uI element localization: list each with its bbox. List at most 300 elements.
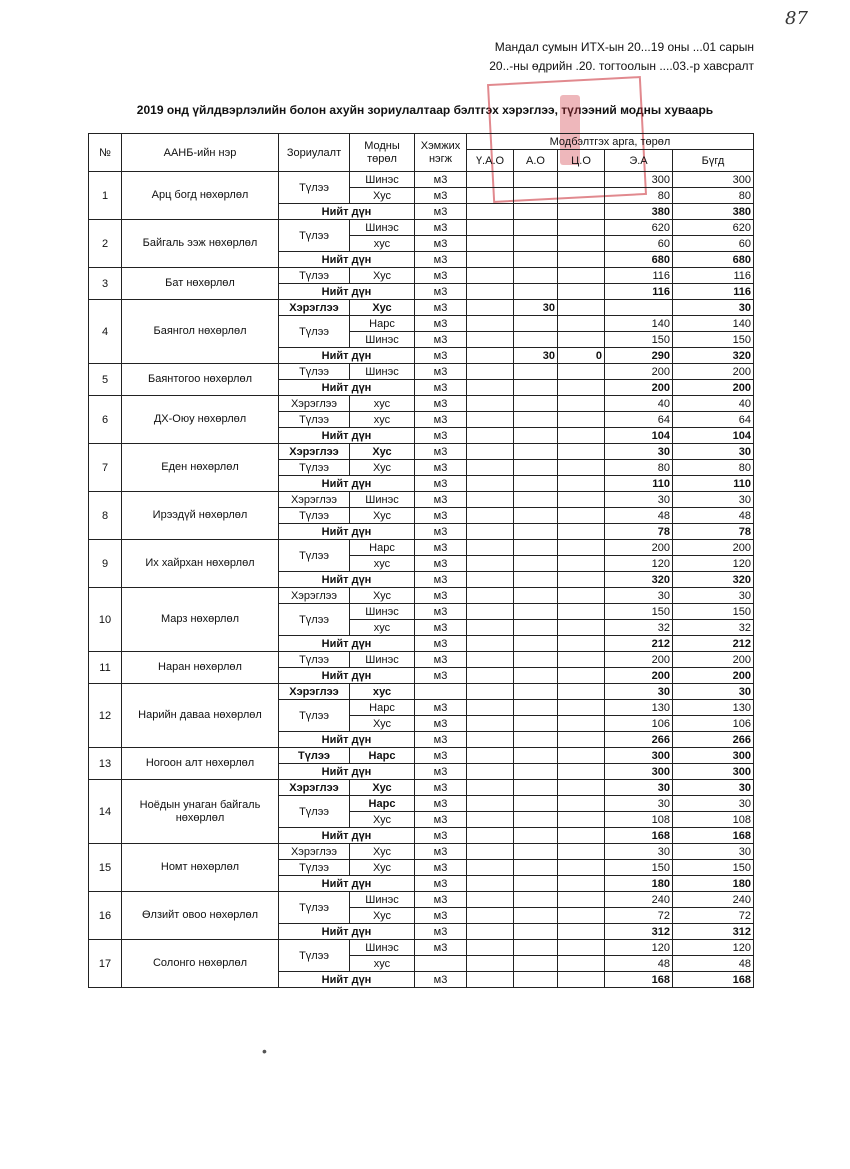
value-sum: 30 (673, 444, 754, 460)
value-co (558, 652, 605, 668)
total-sum: 312 (673, 924, 754, 940)
total-sum: 200 (673, 380, 754, 396)
value-co (558, 796, 605, 812)
row-number: 7 (89, 444, 122, 492)
org-name: Байгаль ээж нөхөрлөл (122, 220, 279, 268)
table-row (89, 748, 754, 764)
org-name: Еден нөхөрлөл (122, 444, 279, 492)
total-ea: 168 (605, 972, 673, 988)
value-sum: 150 (673, 860, 754, 876)
total-uao (467, 828, 514, 844)
value-co (558, 956, 605, 972)
value-ao (514, 860, 558, 876)
row-number: 10 (89, 588, 122, 652)
total-uao (467, 972, 514, 988)
total-sum: 78 (673, 524, 754, 540)
total-co (558, 924, 605, 940)
value-uao (467, 892, 514, 908)
value-sum: 80 (673, 188, 754, 204)
total-co (558, 476, 605, 492)
total-uao (467, 636, 514, 652)
unit-cell: м3 (415, 316, 467, 332)
value-ea: 30 (605, 844, 673, 860)
total-label: Нийт дүн (279, 348, 415, 364)
total-ao (514, 204, 558, 220)
value-uao (467, 444, 514, 460)
org-name: Их хайрхан нөхөрлөл (122, 540, 279, 588)
total-ao (514, 428, 558, 444)
value-co (558, 444, 605, 460)
value-sum: 30 (673, 492, 754, 508)
table-row (89, 268, 754, 284)
wood-type-cell: Шинэс (350, 332, 415, 348)
row-number: 1 (89, 172, 122, 220)
value-co (558, 892, 605, 908)
total-sum: 116 (673, 284, 754, 300)
page-number: 87 (785, 8, 808, 29)
purpose-cell: Хэрэглээ (279, 684, 350, 700)
value-uao (467, 700, 514, 716)
org-name: Баянтогоо нөхөрлөл (122, 364, 279, 396)
total-co (558, 876, 605, 892)
value-co (558, 508, 605, 524)
value-uao (467, 220, 514, 236)
unit-cell: м3 (415, 428, 467, 444)
unit-cell: м3 (415, 668, 467, 684)
total-ea: 104 (605, 428, 673, 444)
value-sum: 130 (673, 700, 754, 716)
total-uao (467, 204, 514, 220)
purpose-cell: Түлээ (279, 508, 350, 524)
unit-cell: м3 (415, 460, 467, 476)
unit-cell: м3 (415, 636, 467, 652)
unit-cell: м3 (415, 492, 467, 508)
row-number: 17 (89, 940, 122, 988)
total-sum: 320 (673, 348, 754, 364)
value-ea: 30 (605, 588, 673, 604)
purpose-cell: Хэрэглээ (279, 780, 350, 796)
value-ea: 140 (605, 316, 673, 332)
org-name: Наран нөхөрлөл (122, 652, 279, 684)
wood-type-cell: Шинэс (350, 492, 415, 508)
value-sum: 120 (673, 940, 754, 956)
value-ao (514, 508, 558, 524)
value-uao (467, 860, 514, 876)
total-sum: 168 (673, 972, 754, 988)
total-label: Нийт дүн (279, 732, 415, 748)
unit-cell: м3 (415, 892, 467, 908)
org-name: Ирээдүй нөхөрлөл (122, 492, 279, 540)
unit-cell: м3 (415, 252, 467, 268)
value-uao (467, 844, 514, 860)
total-label: Нийт дүн (279, 252, 415, 268)
total-ao (514, 284, 558, 300)
purpose-cell: Түлээ (279, 460, 350, 476)
value-ao (514, 700, 558, 716)
value-uao (467, 236, 514, 252)
wood-type-cell: хус (350, 620, 415, 636)
value-uao (467, 364, 514, 380)
value-ao (514, 412, 558, 428)
value-co (558, 396, 605, 412)
unit-cell: м3 (415, 444, 467, 460)
value-ao (514, 956, 558, 972)
value-ea: 150 (605, 860, 673, 876)
total-ao (514, 876, 558, 892)
header-ao: А.О (514, 150, 558, 172)
table-row (89, 492, 754, 508)
total-ea: 168 (605, 828, 673, 844)
unit-cell: м3 (415, 300, 467, 316)
allocation-table (88, 133, 754, 988)
wood-type-cell: Шинэс (350, 604, 415, 620)
document-title: 2019 онд үйлдвэрлэлийн болон ахуйн зориулалтаар бэлтгэх хэрэглээ, түлээний модны хуваарь (136, 103, 714, 117)
value-sum: 300 (673, 748, 754, 764)
value-ea: 130 (605, 700, 673, 716)
scan-speck: • (262, 1043, 267, 1059)
wood-type-cell: хус (350, 556, 415, 572)
value-ea: 32 (605, 620, 673, 636)
value-ao (514, 812, 558, 828)
row-number: 4 (89, 300, 122, 364)
value-ao (514, 908, 558, 924)
total-sum: 266 (673, 732, 754, 748)
wood-type-cell: Нарс (350, 700, 415, 716)
purpose-cell: Түлээ (279, 796, 350, 828)
total-label: Нийт дүн (279, 764, 415, 780)
unit-cell: м3 (415, 588, 467, 604)
value-co (558, 556, 605, 572)
org-name: Бат нөхөрлөл (122, 268, 279, 300)
value-sum: 200 (673, 540, 754, 556)
org-name: Өлзийт овоо нөхөрлөл (122, 892, 279, 940)
table-row (89, 780, 754, 796)
value-ea: 48 (605, 956, 673, 972)
total-uao (467, 428, 514, 444)
value-co (558, 684, 605, 700)
value-uao (467, 940, 514, 956)
total-ea: 212 (605, 636, 673, 652)
purpose-cell: Түлээ (279, 364, 350, 380)
unit-cell: м3 (415, 844, 467, 860)
value-sum: 116 (673, 268, 754, 284)
value-uao (467, 908, 514, 924)
unit-cell: м3 (415, 412, 467, 428)
total-co: 0 (558, 348, 605, 364)
value-ao (514, 684, 558, 700)
row-number: 5 (89, 364, 122, 396)
purpose-cell: Түлээ (279, 652, 350, 668)
total-sum: 104 (673, 428, 754, 444)
unit-cell: м3 (415, 188, 467, 204)
total-sum: 168 (673, 828, 754, 844)
unit-cell: м3 (415, 396, 467, 412)
org-name: Солонго нөхөрлөл (122, 940, 279, 988)
unit-cell: м3 (415, 476, 467, 492)
wood-type-cell: Нарс (350, 796, 415, 812)
value-co (558, 364, 605, 380)
value-ea: 80 (605, 188, 673, 204)
wood-type-cell: Нарс (350, 540, 415, 556)
value-co (558, 492, 605, 508)
value-sum: 30 (673, 844, 754, 860)
value-uao (467, 188, 514, 204)
header-ea: Э.А (605, 150, 673, 172)
value-ao (514, 540, 558, 556)
row-number: 12 (89, 684, 122, 748)
purpose-cell: Хэрэглээ (279, 844, 350, 860)
value-uao (467, 460, 514, 476)
unit-cell: м3 (415, 876, 467, 892)
unit-cell: м3 (415, 572, 467, 588)
value-ao (514, 460, 558, 476)
value-ea: 150 (605, 604, 673, 620)
total-ea: 380 (605, 204, 673, 220)
total-label: Нийт дүн (279, 428, 415, 444)
unit-cell: м3 (415, 364, 467, 380)
org-name: Номт нөхөрлөл (122, 844, 279, 892)
total-co (558, 668, 605, 684)
total-ao (514, 764, 558, 780)
total-uao (467, 476, 514, 492)
unit-cell (415, 956, 467, 972)
wood-type-cell: Хус (350, 780, 415, 796)
total-uao (467, 252, 514, 268)
total-ao (514, 732, 558, 748)
value-uao (467, 652, 514, 668)
wood-type-cell: Хус (350, 444, 415, 460)
wood-type-cell: Хус (350, 508, 415, 524)
header-wood-type: Модны төрөл (350, 134, 415, 172)
total-co (558, 284, 605, 300)
value-ea (605, 300, 673, 316)
wood-type-cell: хус (350, 396, 415, 412)
value-uao (467, 268, 514, 284)
wood-type-cell: Хус (350, 188, 415, 204)
value-ea: 240 (605, 892, 673, 908)
value-sum: 120 (673, 556, 754, 572)
unit-cell: м3 (415, 796, 467, 812)
value-co (558, 700, 605, 716)
total-co (558, 428, 605, 444)
total-ao: 30 (514, 348, 558, 364)
row-number: 16 (89, 892, 122, 940)
row-number: 2 (89, 220, 122, 268)
org-name: Ногоон алт нөхөрлөл (122, 748, 279, 780)
header-line-2: 20..-ны өдрийн .20. тогтоолын ....03.-р хавсралт (489, 59, 754, 73)
header-name: ААНБ-ийн нэр (122, 134, 279, 172)
value-uao (467, 748, 514, 764)
table-body (89, 172, 754, 988)
value-sum: 106 (673, 716, 754, 732)
wood-type-cell: хус (350, 236, 415, 252)
total-ea: 200 (605, 668, 673, 684)
total-co (558, 636, 605, 652)
value-co (558, 844, 605, 860)
total-ea: 300 (605, 764, 673, 780)
wood-type-cell: Нарс (350, 316, 415, 332)
total-ao (514, 476, 558, 492)
header-cut-types: Модбэлтгэх арга, төрөл (467, 134, 754, 150)
value-ao (514, 796, 558, 812)
value-uao (467, 556, 514, 572)
value-ao (514, 444, 558, 460)
total-uao (467, 732, 514, 748)
value-ea: 60 (605, 236, 673, 252)
wood-type-cell: хус (350, 412, 415, 428)
value-co (558, 316, 605, 332)
total-label: Нийт дүн (279, 284, 415, 300)
value-ao (514, 556, 558, 572)
wood-type-cell: Шинэс (350, 892, 415, 908)
purpose-cell: Түлээ (279, 268, 350, 284)
total-label: Нийт дүн (279, 572, 415, 588)
total-ao (514, 924, 558, 940)
table-row (89, 364, 754, 380)
value-ea: 80 (605, 460, 673, 476)
total-ea: 290 (605, 348, 673, 364)
table-row (89, 540, 754, 556)
value-ao (514, 396, 558, 412)
value-ea: 200 (605, 540, 673, 556)
table-row (89, 588, 754, 604)
value-ao (514, 780, 558, 796)
total-ea: 680 (605, 252, 673, 268)
value-ea: 620 (605, 220, 673, 236)
wood-type-cell: Хус (350, 812, 415, 828)
row-number: 8 (89, 492, 122, 540)
total-label: Нийт дүн (279, 204, 415, 220)
value-ao (514, 268, 558, 284)
value-co (558, 268, 605, 284)
purpose-cell: Түлээ (279, 172, 350, 204)
unit-cell: м3 (415, 380, 467, 396)
value-uao (467, 604, 514, 620)
purpose-cell: Түлээ (279, 316, 350, 348)
unit-cell: м3 (415, 748, 467, 764)
value-uao (467, 172, 514, 188)
value-co (558, 908, 605, 924)
value-co (558, 860, 605, 876)
table-row (89, 940, 754, 956)
value-ea: 72 (605, 908, 673, 924)
value-uao (467, 540, 514, 556)
value-ao (514, 364, 558, 380)
unit-cell: м3 (415, 556, 467, 572)
row-number: 6 (89, 396, 122, 444)
total-ao (514, 828, 558, 844)
value-co (558, 716, 605, 732)
total-ao (514, 572, 558, 588)
value-sum: 30 (673, 780, 754, 796)
table-row (89, 844, 754, 860)
header-unit: Хэмжих нэгж (415, 134, 467, 172)
total-ea: 312 (605, 924, 673, 940)
unit-cell: м3 (415, 348, 467, 364)
total-ea: 320 (605, 572, 673, 588)
wood-type-cell: Хус (350, 588, 415, 604)
value-co (558, 236, 605, 252)
value-sum: 80 (673, 460, 754, 476)
value-co (558, 300, 605, 316)
total-uao (467, 876, 514, 892)
total-sum: 680 (673, 252, 754, 268)
value-ea: 30 (605, 684, 673, 700)
value-ao (514, 652, 558, 668)
value-ao (514, 188, 558, 204)
wood-type-cell: Шинэс (350, 652, 415, 668)
value-co (558, 812, 605, 828)
value-uao (467, 796, 514, 812)
unit-cell: м3 (415, 716, 467, 732)
total-label: Нийт дүн (279, 524, 415, 540)
value-sum: 72 (673, 908, 754, 924)
value-ao (514, 892, 558, 908)
value-uao (467, 620, 514, 636)
total-uao (467, 924, 514, 940)
value-ao (514, 748, 558, 764)
unit-cell: м3 (415, 908, 467, 924)
value-sum: 240 (673, 892, 754, 908)
value-ao (514, 940, 558, 956)
unit-cell: м3 (415, 972, 467, 988)
value-uao (467, 588, 514, 604)
value-ea: 30 (605, 444, 673, 460)
value-ao (514, 492, 558, 508)
value-co (558, 540, 605, 556)
org-name: Арц богд нөхөрлөл (122, 172, 279, 220)
unit-cell: м3 (415, 204, 467, 220)
total-ao (514, 380, 558, 396)
header-total: Бүгд (673, 150, 754, 172)
total-sum: 380 (673, 204, 754, 220)
value-ea: 30 (605, 780, 673, 796)
total-uao (467, 524, 514, 540)
table-row (89, 684, 754, 700)
total-ao (514, 636, 558, 652)
purpose-cell: Хэрэглээ (279, 588, 350, 604)
value-ea: 64 (605, 412, 673, 428)
value-ea: 116 (605, 268, 673, 284)
value-co (558, 748, 605, 764)
wood-type-cell: Нарс (350, 748, 415, 764)
value-sum: 32 (673, 620, 754, 636)
header-uao: Ү.А.О (467, 150, 514, 172)
value-sum: 140 (673, 316, 754, 332)
wood-type-cell: Шинэс (350, 940, 415, 956)
value-uao (467, 956, 514, 972)
value-sum: 64 (673, 412, 754, 428)
row-number: 13 (89, 748, 122, 780)
value-ea: 300 (605, 748, 673, 764)
value-ao (514, 332, 558, 348)
value-sum: 30 (673, 588, 754, 604)
total-label: Нийт дүн (279, 380, 415, 396)
total-ao (514, 252, 558, 268)
purpose-cell: Түлээ (279, 892, 350, 924)
value-co (558, 780, 605, 796)
value-uao (467, 396, 514, 412)
total-sum: 110 (673, 476, 754, 492)
value-uao (467, 412, 514, 428)
purpose-cell: Түлээ (279, 748, 350, 764)
total-label: Нийт дүн (279, 476, 415, 492)
value-uao (467, 716, 514, 732)
value-ea: 200 (605, 652, 673, 668)
org-name: Баянгол нөхөрлөл (122, 300, 279, 364)
value-co (558, 940, 605, 956)
purpose-cell: Түлээ (279, 860, 350, 876)
